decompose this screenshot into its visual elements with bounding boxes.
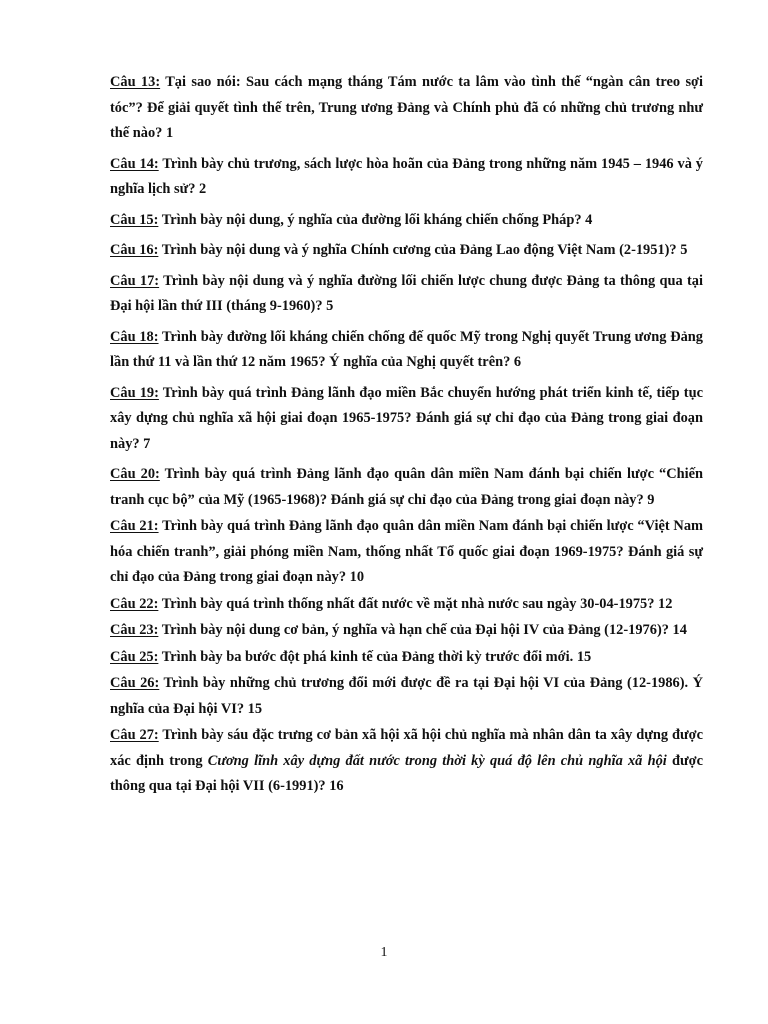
toc-entry-cau-15[interactable] [110,208,703,234]
question-label: Câu 21: [110,518,159,534]
question-label: Câu 26: [110,675,160,691]
question-text: Trình bày quá trình Đảng lãnh đạo miền Bắc chuyển hướng phát triển kinh tế, tiếp tục xây dựng chủ nghĩa xã hội giai đoạn 1965-1975? Đánh giá sự chỉ đạo của Đảng trong giai đoạn này? 7 [110,384,703,452]
question-label: Câu 23: [110,622,159,638]
question-text: Trình bày quá trình thống nhất đất nước về mặt nhà nước sau ngày 30-04-1975? 12 [158,595,673,612]
question-label: Câu 19: [110,384,159,401]
toc-entry-cau-17[interactable] [110,269,703,320]
question-text: Trình bày nội dung và ý nghĩa đường lối chiến lược chung được Đảng ta thông qua tại Đại hội lần thứ III (tháng 9-1960)? 5 [110,272,704,314]
question-text: Trình bày quá trình Đảng lãnh đạo quân dân miền Nam đánh bại chiến lược “Việt Nam hóa chiến tranh”, giải phóng miền Nam, thống nhất Tổ quốc giai đoạn 1969-1975? Đánh giá sự chỉ đạo của Đảng trong giai đoạn này? 10 [110,518,703,585]
question-label: Câu 17: [110,272,160,289]
question-text: Trình bày nội dung cơ bản, ý nghĩa và hạn chế của Đại hội IV của Đảng (12-1976)? 14 [158,622,687,638]
toc-entry-cau-14[interactable] [110,152,703,203]
toc-entry-cau-18[interactable] [110,325,703,376]
toc-entry-cau-22[interactable] [110,592,703,618]
question-text: Trình bày nội dung và ý nghĩa Chính cương của Đảng Lao động Việt Nam (2-1951)? 5 [158,242,688,258]
question-text: Trình bày sáu đặc trưng cơ bản xã hội xã hội chủ nghĩa mà nhân dân ta xây dựng được xác định trong [110,727,703,769]
toc-entry-cau-16[interactable] [110,238,703,264]
table-of-contents [110,70,703,801]
toc-entry-cau-20[interactable] [110,462,703,513]
toc-entry-cau-13[interactable] [110,70,703,147]
question-label: Câu 20: [110,466,160,482]
toc-entry-cau-25[interactable] [110,645,703,671]
toc-entry-cau-21[interactable] [110,514,703,591]
document-title-italic: Cương lĩnh xây dựng đất nước trong thời kỳ quá độ lên chủ nghĩa xã hội [207,752,667,769]
question-text: Trình bày những chủ trương đổi mới được đề ra tại Đại hội VI của Đảng (12-1986). Ý nghĩa của Đại hội VI? 15 [110,675,704,717]
question-label: Câu 18: [110,328,159,345]
question-text: Tại sao nói: Sau cách mạng tháng Tám nước ta lâm vào tình thế “ngàn cân treo sợi tóc”? Để giải quyết tình thế trên, Trung ương Đảng và Chính phủ đã có những chủ trương như thế nào? 1 [110,74,704,141]
question-label: Câu 27: [110,727,159,743]
question-text-end: được thông qua tại Đại hội VII (6-1991)? 16 [110,752,704,794]
page-number: 1 [380,945,388,960]
toc-entry-cau-19[interactable] [110,381,703,458]
toc-entry-cau-26[interactable] [110,671,703,722]
question-label: Câu 13: [110,74,161,90]
question-text: Trình bày chủ trương, sách lược hòa hoãn của Đảng trong những năm 1945 – 1946 và ý nghĩa lịch sử? 2 [110,155,704,197]
question-label: Câu 16: [110,242,159,258]
question-label: Câu 14: [110,155,159,172]
question-text: Trình bày quá trình Đảng lãnh đạo quân dân miền Nam đánh bại chiến lược “Chiến tranh cục bộ” của Mỹ (1965-1968)? Đánh giá sự chỉ đạo của Đảng trong giai đoạn này? 9 [110,466,703,508]
toc-entry-cau-27[interactable] [110,723,703,800]
question-text: Trình bày đường lối kháng chiến chống đế quốc Mỹ trong Nghị quyết Trung ương Đảng lần thứ 11 và lần thứ 12 năm 1965? Ý nghĩa của Nghị quyết trên? 6 [110,328,703,370]
question-label: Câu 22: [110,595,159,612]
question-text: Trình bày nội dung, ý nghĩa của đường lối kháng chiến chống Pháp? 4 [158,211,593,228]
question-label: Câu 15: [110,211,159,228]
question-text: Trình bày ba bước đột phá kinh tế của Đảng thời kỳ trước đổi mới. 15 [158,648,592,665]
toc-entry-cau-23[interactable] [110,618,703,644]
question-label: Câu 25: [110,648,159,665]
